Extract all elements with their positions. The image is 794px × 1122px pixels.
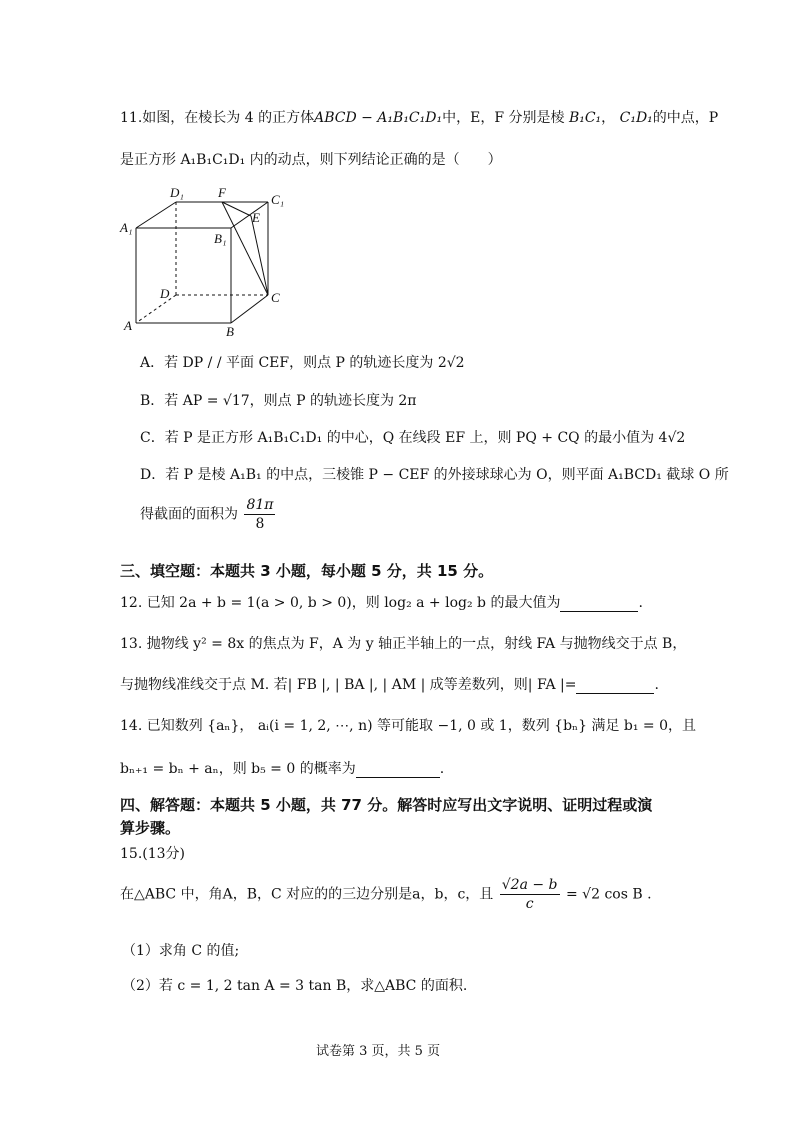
q15-title: 15.(13分) bbox=[120, 846, 186, 862]
q11-option-c: C．若 P 是正方形 A₁B₁C₁D₁ 的中心，Q 在线段 EF 上，则 PQ + CQ 的最小值为 4√2 bbox=[140, 430, 686, 446]
q11-line2: 是正方形 A₁B₁C₁D₁ 内的动点，则下列结论正确的是（ ） bbox=[120, 152, 502, 168]
section4-heading-line2: 算步骤。 bbox=[120, 819, 181, 837]
q15-part2: （2）若 c = 1, 2 tan A = 3 tan B，求△ABC 的面积. bbox=[122, 978, 468, 994]
label-A1: A₁ bbox=[120, 220, 133, 235]
label-C: C bbox=[271, 290, 280, 305]
q14-answer-blank bbox=[356, 761, 440, 778]
cube-figure bbox=[118, 180, 298, 340]
page-footer: 试卷第 3 页，共 5 页 bbox=[316, 1044, 441, 1059]
cube-name: ABCD − A₁B₁C₁D₁ bbox=[314, 110, 443, 126]
q13-line1: 13. 抛物线 y² = 8x 的焦点为 F，A 为 y 轴正半轴上的一点，射线 FA 与抛物线交于点 B， bbox=[120, 636, 687, 652]
q11-line1: 11.如图，在棱长为 4 的正方体ABCD − A₁B₁C₁D₁中，E，F 分别是棱 B₁C₁， C₁D₁的中点，P bbox=[120, 110, 719, 126]
q11-option-d-line1: D．若 P 是棱 A₁B₁ 的中点，三棱锥 P − CEF 的外接球球心为 O，则平面 A₁BCD₁ 截球 O 所 bbox=[140, 467, 729, 483]
q13-line2: 与抛物线准线交于点 M. 若| FB |, | BA |, | AM | 成等差数列，则| FA |= . bbox=[120, 677, 659, 693]
q13-answer-blank bbox=[576, 677, 654, 694]
option-d-fraction: $\frac{81\pi}{8}$ bbox=[246, 497, 274, 532]
label-D: D bbox=[160, 286, 170, 301]
label-C1: C₁ bbox=[271, 192, 285, 207]
label-A: A bbox=[124, 318, 132, 333]
q14-line1: 14. 已知数列 {aₙ}， aᵢ(i = 1, 2, ⋯, n) 等可能取 −1, 0 或 1，数列 {bₙ} 满足 b₁ = 0，且 bbox=[120, 718, 697, 734]
q15-fraction: $\frac{√2a - b}{c}$ bbox=[501, 877, 558, 912]
label-B1: B₁ bbox=[214, 231, 227, 246]
label-F: F bbox=[218, 185, 226, 200]
label-E: E bbox=[252, 210, 260, 225]
label-B: B bbox=[226, 324, 234, 339]
q12-answer-blank bbox=[560, 595, 638, 612]
label-D1: D₁ bbox=[170, 185, 184, 200]
q11-option-d-line2: 得截面的面积为 $\frac{81\pi}{8}$ bbox=[140, 497, 274, 532]
q14-line2: bₙ₊₁ = bₙ + aₙ，则 b₅ = 0 的概率为 . bbox=[120, 761, 445, 777]
section4-heading-line1: 四、解答题：本题共 5 小题，共 77 分。解答时应写出文字说明、证明过程或演 bbox=[120, 796, 653, 814]
q15-part1: （1）求角 C 的值; bbox=[122, 943, 240, 959]
q15-statement: 在△ABC 中，角A，B，C 对应的的三边分别是a，b，c，且 $\frac{√2a - b}{c}$ = √2 cos B . bbox=[120, 877, 652, 912]
q12: 12. 已知 2a + b = 1(a > 0, b > 0)，则 log₂ a + log₂ b 的最大值为 . bbox=[120, 595, 643, 611]
q11-option-a: A．若 DP / / 平面 CEF，则点 P 的轨迹长度为 2√2 bbox=[140, 355, 465, 371]
section3-heading: 三、填空题：本题共 3 小题，每小题 5 分，共 15 分。 bbox=[120, 562, 494, 580]
q11-option-b: B．若 AP = √17，则点 P 的轨迹长度为 2π bbox=[140, 393, 417, 409]
